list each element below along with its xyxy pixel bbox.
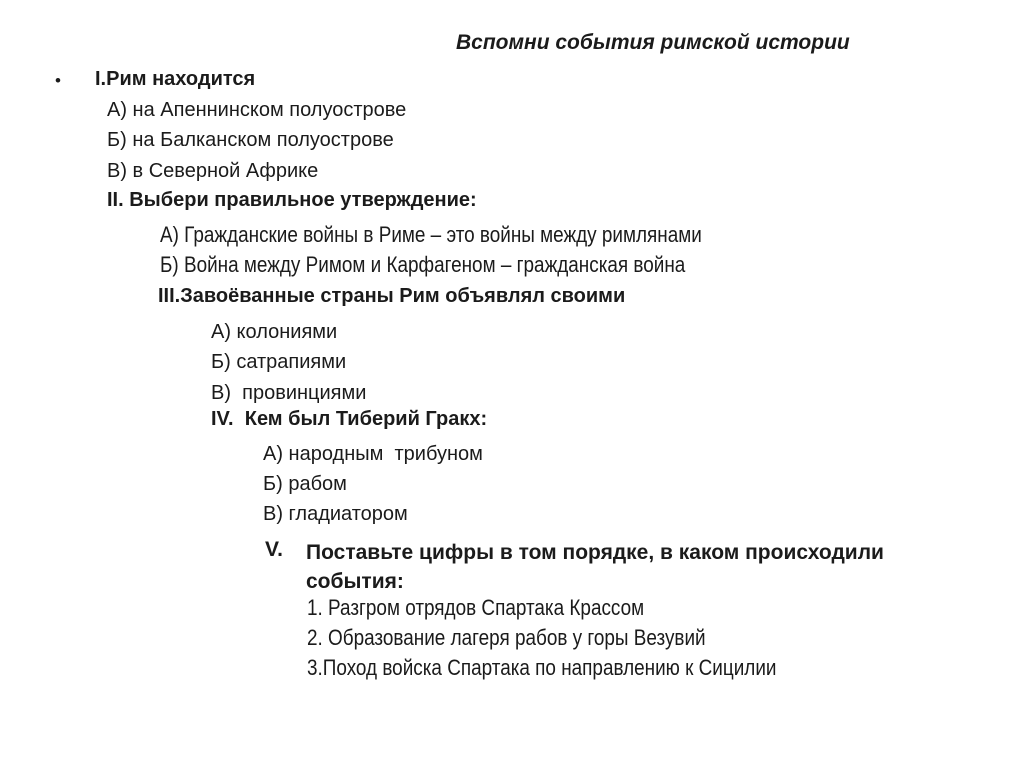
- question-5-heading-text: Поставьте цифры в том порядке, в каком происходили события:: [306, 541, 884, 593]
- question-5-item-3: 3.Поход войска Спартака по направлению к Сицилии: [307, 655, 777, 680]
- question-3-option-a: А) колониями: [211, 321, 338, 343]
- question-5-number: V.: [265, 538, 283, 561]
- question-4-option-a: А) народным трибуном: [263, 443, 483, 465]
- question-1-option-v: В) в Северной Африке: [107, 160, 319, 182]
- question-5-item-2: 2. Образование лагеря рабов у горы Везувий: [307, 625, 706, 650]
- slide-title: Вспомни события римской истории: [456, 31, 850, 54]
- question-1-option-b: Б) на Балканском полуострове: [107, 129, 394, 151]
- question-5-heading: [265, 538, 954, 596]
- question-2-option-a: А) Гражданские войны в Риме – это войны между римлянами: [160, 222, 702, 247]
- question-3-heading: III.Завоёванные страны Рим объявлял своими: [158, 285, 626, 307]
- question-3-option-b: Б) сатрапиями: [211, 351, 347, 373]
- question-1-heading: I.Рим находится: [95, 68, 256, 90]
- question-1-option-a: А) на Апеннинском полуострове: [107, 99, 407, 121]
- bullet-marker: •: [55, 71, 61, 90]
- question-3-option-v: В) провинциями: [211, 382, 367, 404]
- question-4-option-b: Б) рабом: [263, 473, 347, 495]
- question-2-option-b: Б) Война между Римом и Карфагеном – гражданская война: [160, 252, 686, 277]
- question-2-heading: II. Выбери правильное утверждение:: [107, 189, 477, 211]
- question-4-option-v: В) гладиатором: [263, 503, 408, 525]
- question-5-item-1: 1. Разгром отрядов Спартака Крассом: [307, 595, 645, 620]
- question-4-heading: IV. Кем был Тиберий Гракх:: [211, 408, 488, 430]
